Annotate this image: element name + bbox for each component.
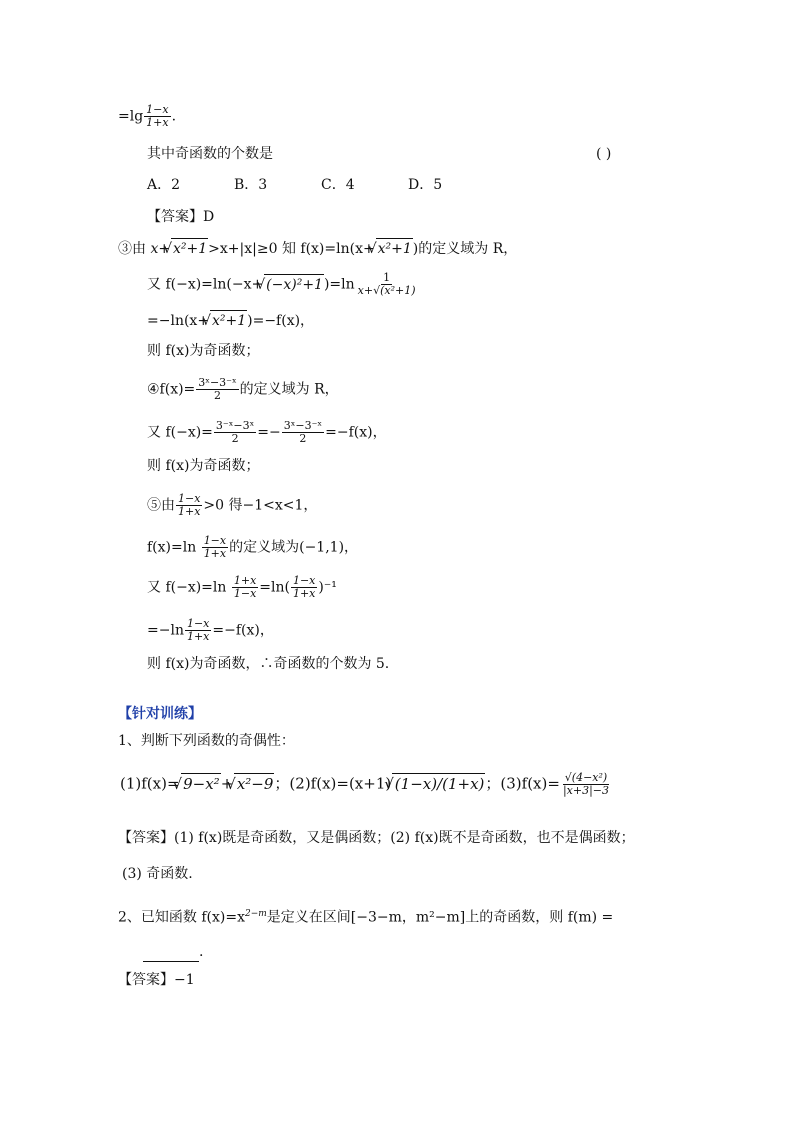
question-line [147, 144, 273, 164]
sqrt: √ (1−x)/(1+x) [392, 773, 485, 794]
text: =−ln(x+ [147, 313, 210, 329]
step5-line3 [147, 575, 337, 600]
answer-text: (3) 奇函数. [122, 866, 193, 882]
text: ⑤由 [147, 497, 175, 514]
fraction [214, 420, 256, 445]
frac-den: 2 [213, 389, 221, 402]
frac-num: 3⁻ˣ−3ˣ [215, 419, 255, 432]
text: ④f(x)= [147, 381, 196, 398]
fraction [561, 772, 611, 797]
step3-line2 [147, 272, 419, 297]
text: 又 f(−x)=ln(−x+ [147, 276, 264, 293]
training-heading [118, 704, 202, 724]
frac-num: 1−x [146, 103, 169, 116]
text: 的定义域为 R， [239, 381, 339, 398]
q1-text: 1、判断下列函数的奇偶性： [118, 733, 295, 749]
text: 的定义域为(−1,1)， [229, 539, 359, 556]
option-a-text: A．2 [147, 177, 181, 193]
fraction [176, 493, 202, 518]
frac-num: 1−x [203, 534, 227, 547]
answer-text: 【答案】−1 [118, 972, 195, 988]
frac-den: 1+x [292, 587, 316, 600]
line-lg-expression: =lg $\frac{1-x}{1+x}$ . [118, 103, 177, 129]
step4-line3 [147, 456, 259, 476]
frac-den: x+√(x²+1) [357, 284, 416, 297]
text: =−f(x)， [325, 424, 387, 441]
sqrt: √ (−x)²+1 [264, 274, 324, 295]
frac-num: 1+x [233, 574, 257, 587]
text: 又 f(−x)=ln [147, 579, 227, 596]
sqrt: √ x²+1 [171, 238, 208, 259]
step5-line4 [147, 618, 274, 643]
step3-line4 [147, 341, 259, 361]
frac-num: 3ˣ−3⁻ˣ [283, 419, 323, 432]
option-a [147, 175, 180, 195]
fraction [185, 618, 211, 643]
text: =−ln [147, 622, 184, 639]
option-c [321, 175, 355, 195]
text: )=ln [323, 276, 355, 293]
option-b [234, 175, 267, 195]
text: =ln( [259, 579, 290, 596]
frac-den: |x+3|−3 [562, 784, 609, 797]
text: 则 f(x)为奇函数，∴奇函数的个数为 5. [147, 656, 390, 672]
step3-line1: ③由 x+√ x²+1>x+|x|≥0 知 f(x)=ln(x+√ x²+1)的定义域为 R， [118, 238, 517, 259]
answer-text: 【答案】(1) f(x)既是奇函数，又是偶函数；(2) f(x)既不是奇函数，也不是偶函数； [118, 830, 635, 846]
option-d-text: D．5 [408, 177, 443, 193]
paren-text: ( ) [596, 146, 612, 162]
a2-line [118, 970, 195, 990]
answer-blank[interactable] [143, 947, 199, 962]
option-c-text: C．4 [321, 177, 355, 193]
frac-num: 1−x [178, 492, 201, 505]
text: ；(2)f(x)=(x+1) [274, 774, 392, 793]
text: ；(3)f(x)= [485, 774, 560, 793]
text: + [220, 774, 234, 793]
q1-functions [120, 772, 612, 797]
answer-text: 【答案】D [147, 209, 215, 225]
text: =− [257, 424, 281, 441]
text: . [199, 944, 204, 960]
frac-den: 2 [231, 432, 239, 445]
frac-den: 1+x [186, 630, 210, 643]
step5-line2 [147, 535, 358, 560]
step5-line1 [147, 493, 317, 518]
text: =−f(x)， [212, 622, 274, 639]
sqrt: √ 9−x² [181, 773, 221, 794]
frac-num: 1 [383, 271, 391, 284]
text: =lg [118, 108, 144, 125]
frac-den: 2 [299, 432, 307, 445]
option-d [408, 175, 442, 195]
sqrt: √ x²+1 [376, 238, 413, 259]
sqrt: √ x²−9 [234, 773, 274, 794]
text: 又 f(−x)= [147, 424, 213, 441]
fraction [196, 377, 238, 402]
q2-line [118, 904, 613, 928]
text: >0 得−1<x<1， [203, 497, 318, 514]
text: ③由 [118, 241, 151, 257]
text: )⁻¹ [318, 579, 337, 596]
frac-num: 1−x [292, 574, 316, 587]
question-text: 其中奇函数的个数是 [147, 146, 273, 162]
answer-paren [596, 144, 611, 164]
frac-den: 1+x [146, 116, 169, 129]
fraction [356, 272, 418, 297]
q1-line [118, 731, 295, 751]
frac-num: 3ˣ−3⁻ˣ [198, 376, 237, 389]
step3-line3 [147, 310, 314, 331]
text: >x+|x|≥0 知 f(x)=ln(x+ [208, 241, 375, 257]
text: )=−f(x)， [247, 313, 315, 329]
frac-num: 1−x [186, 617, 210, 630]
step4-line1 [147, 377, 339, 402]
text: f(x)=ln [147, 539, 197, 556]
text: 则 f(x)为奇函数； [147, 458, 260, 474]
text: (1)f(x)= [120, 774, 180, 793]
sqrt: √ x²+1 [210, 310, 247, 331]
fraction [291, 575, 317, 600]
option-b-text: B．3 [234, 177, 268, 193]
frac-num: √(4−x²) [564, 771, 608, 784]
step5-line5 [147, 654, 389, 674]
exponent: 2−m [244, 909, 267, 919]
fraction [282, 420, 324, 445]
a1-line2 [122, 864, 193, 884]
frac-den: 1−x [233, 587, 257, 600]
fraction [202, 535, 228, 560]
answer-line [147, 207, 214, 227]
fraction [232, 575, 258, 600]
text: 是定义在区间[−3−m，m²−m]上的奇函数，则 f(m) = [266, 909, 614, 926]
a1-line1 [118, 828, 635, 848]
text: 2、已知函数 f(x)=x [118, 909, 245, 926]
frac-den: 1+x [203, 547, 227, 560]
fraction [144, 104, 170, 129]
step4-line2 [147, 420, 387, 445]
text: )的定义域为 R， [412, 241, 518, 257]
heading-text: 【针对训练】 [118, 706, 202, 722]
q2-blank-line [143, 942, 203, 962]
frac-den: 1+x [178, 505, 201, 518]
text: 则 f(x)为奇函数； [147, 343, 260, 359]
